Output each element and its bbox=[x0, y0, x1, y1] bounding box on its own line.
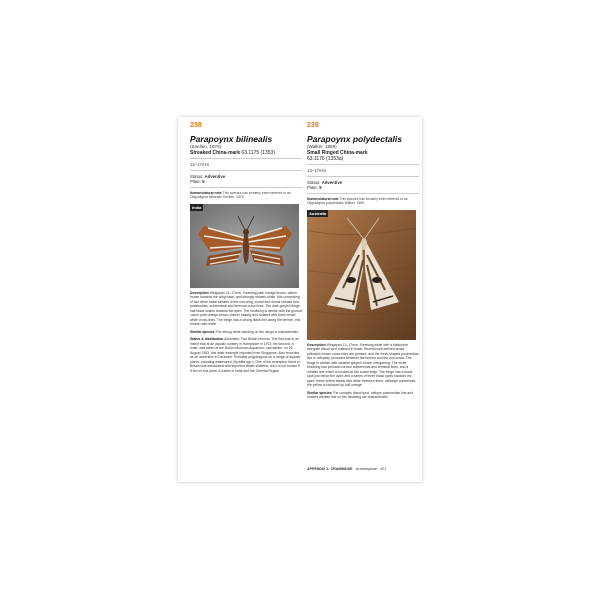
book-page bbox=[178, 117, 422, 482]
common-name: Streaked China-mark bbox=[190, 150, 241, 156]
wingspan: 14–17mm bbox=[190, 162, 210, 167]
common-name: Small Ringed China-mark bbox=[307, 150, 368, 156]
status-distribution bbox=[190, 337, 302, 373]
plate-label: Plate: bbox=[307, 185, 318, 191]
description-text: Wingspan 14–17mm. Forewing pale orange-brown, darker brown towards the wing base, and strongly striated white, this comprising of two white basal streaks to the mid-wing, costal and dorsal streaks and postmedian, subterminal and terminal cross lines. The dark greyish fringe has black scales towards the apex. The hindwing is similar with the ground colour pale orange-brown, darker basally and striated with three broad white cross-lines. The fringe has a strong black line along the termen, this broken with white. bbox=[190, 290, 302, 327]
status-label: Status: bbox=[307, 180, 321, 185]
moth-illustration bbox=[190, 204, 299, 288]
footer-separator: · bbox=[353, 467, 355, 471]
plate-label: Plate: bbox=[190, 179, 201, 185]
footer-separator: · bbox=[377, 467, 380, 471]
similar-species bbox=[190, 330, 302, 335]
footer-subfamily: Acentropinae bbox=[355, 467, 377, 471]
species-code: 63.1176 (1353a) bbox=[307, 156, 344, 162]
plate-value: 9 bbox=[319, 185, 322, 191]
similar-label: Similar species bbox=[307, 390, 332, 395]
description-label: Description bbox=[190, 290, 209, 295]
description-text: Wingspan 13–17mm. Forewing white with a distinctive elongate discal spot outlined in black. Several well-defined broad yellowish-brown cross-lines are present, and the fresh-shaped postmedian line is obliquely produced between the termen and the mid-costa. The fringe is whitish with variable greyish-brown chequering. The white hindwing has yellowish-brown subterminal and terminal lines, and a median line which is hooked at the costal edge. The fringe has a black spot just below the apex and a series of three black spots towards the apex, these yellow bands with white between them, although sometimes the yellow is replaced by dull orange. bbox=[307, 342, 419, 388]
status-value: Adventive bbox=[321, 180, 343, 185]
species-number: 238 bbox=[190, 122, 202, 129]
status-distribution-label: Status & distribution bbox=[190, 337, 224, 342]
similar-species bbox=[307, 391, 419, 400]
species-number: 239 bbox=[307, 122, 319, 129]
page-footer bbox=[307, 467, 419, 471]
authority: (Snellen, 1876) bbox=[190, 144, 222, 149]
plate-line bbox=[190, 179, 302, 184]
nomenclatural-text: This species has formerly been referred to as Oligostigma polydectalis Walker, 1859. bbox=[307, 196, 408, 206]
wingspan: 13–17mm bbox=[307, 168, 327, 173]
page-number: 421 bbox=[380, 467, 387, 471]
moth-illustration bbox=[307, 210, 416, 340]
plate-value: 9 bbox=[202, 179, 205, 185]
divider bbox=[190, 158, 302, 159]
photo-location-tag: India bbox=[192, 204, 202, 210]
divider bbox=[307, 176, 419, 177]
status-value: Adventive bbox=[204, 174, 226, 179]
scientific-name: Parapoynx bilinealis bbox=[190, 134, 273, 144]
nomenclatural-note bbox=[307, 197, 419, 206]
similar-text: The complex discal spot, oblique postmedian line and hooked median line on the hindwing are characteristic. bbox=[307, 390, 414, 400]
plate-line bbox=[307, 185, 419, 190]
divider bbox=[307, 193, 419, 194]
footer-section: APPENDIX 1: CRAMBIDAE bbox=[307, 467, 353, 471]
divider bbox=[190, 187, 302, 188]
similar-text: The strong white banding on the wings is characteristic. bbox=[215, 329, 299, 334]
nomenclatural-label: Nomenclatural note bbox=[190, 190, 222, 195]
nomenclatural-text: This species has formerly been referred to as Oligostigma bilinealis Snellen, 1876. bbox=[190, 190, 291, 200]
similar-label: Similar species bbox=[190, 329, 215, 334]
authority: (Walker, 1859) bbox=[307, 144, 337, 149]
description bbox=[190, 291, 302, 327]
common-name-line bbox=[190, 150, 302, 156]
status-label: Status: bbox=[190, 174, 204, 179]
moth-photo-australia bbox=[307, 210, 416, 340]
nomenclatural-label: Nomenclatural note bbox=[307, 196, 339, 201]
moth-photo-india bbox=[190, 204, 299, 288]
species-code: 63.1175 (1353) bbox=[241, 150, 275, 156]
divider bbox=[307, 164, 419, 165]
species-239-column bbox=[307, 122, 419, 400]
photo-location-tag: Australia bbox=[309, 210, 327, 216]
status-distribution-text: Adventive. Two British records. The first was in an insect trap at an aquatic nursery in Hampshire in 1972; the second, a male, was taken at the Bolton Museum Aquarium, Lancashire, on 26 August 1983, this latter example imported from Singapore. Also recorded as an adventive in Denmark. Probably polyphagous on a range of aquatic plants, including waterweed (Hydrilla spp.). One of the examples found in Britain was associated with imported Water Wisteria, but it is not known if it fed on this plant. A native of India and the Oriental Region. bbox=[190, 337, 301, 373]
scientific-name: Parapoynx polydectalis bbox=[307, 134, 402, 144]
nomenclatural-note bbox=[190, 191, 302, 200]
divider bbox=[190, 170, 302, 171]
species-238-column bbox=[190, 122, 302, 373]
description bbox=[307, 343, 419, 388]
description-label: Description bbox=[307, 342, 326, 347]
